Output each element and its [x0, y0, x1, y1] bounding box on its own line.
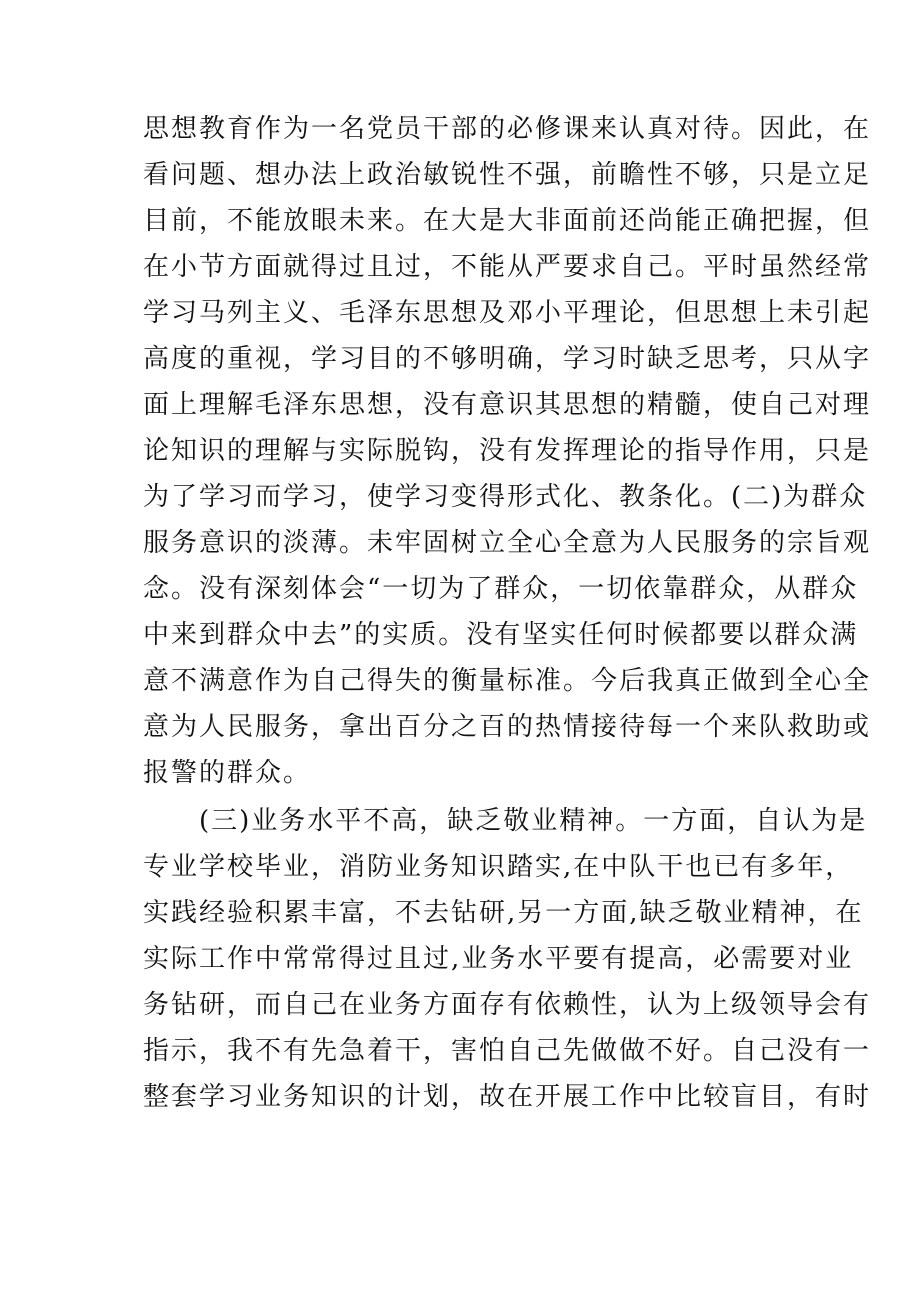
- text-line: 论知识的理解与实际脱钩，没有发挥理论的指导作用，只是: [143, 436, 872, 466]
- text-line: 务钻研，而自己在业务方面存有依赖性，认为上级领导会有: [143, 990, 872, 1020]
- text-line: 服务意识的淡薄。未牢固树立全心全意为人民服务的宗旨观: [143, 528, 872, 558]
- text-line: 高度的重视，学习目的不够明确，学习时缺乏思考，只从字: [143, 344, 872, 374]
- text-line: 实践经验积累丰富，不去钻研,另一方面,缺乏敬业精神，在: [143, 898, 864, 928]
- paragraph-1: [143, 106, 872, 796]
- text-line: 实际工作中常常得过且过,业务水平要有提高，必需要对业: [143, 944, 854, 974]
- text-line: 意不满意作为自己得失的衡量标准。今后我真正做到全心全: [143, 666, 872, 696]
- text-line: 思想教育作为一名党员干部的必修课来认真对待。因此，在: [143, 114, 872, 144]
- text-line: 念。没有深刻体会“一切为了群众，一切依靠群众，从群众: [143, 574, 859, 604]
- text-line: 为了学习而学习，使学习变得形式化、教条化。(二)为群众: [143, 482, 868, 512]
- text-line: 整套学习业务知识的计划，故在开展工作中比较盲目，有时: [143, 1082, 872, 1112]
- text-line: 专业学校毕业，消防业务知识踏实,在中队干也已有多年，: [143, 852, 854, 882]
- paragraph-2: [143, 798, 872, 1120]
- text-line: 在小节方面就得过且过，不能从严要求自己。平时虽然经常: [143, 252, 872, 282]
- text-line: 目前，不能放眼未来。在大是大非面前还尚能正确把握，但: [143, 206, 872, 236]
- text-line: 学习马列主义、毛泽东思想及邓小平理论，但思想上未引起: [143, 298, 872, 328]
- text-line: 看问题、想办法上政治敏锐性不强，前瞻性不够，只是立足: [143, 160, 872, 190]
- text-line: 面上理解毛泽东思想，没有意识其思想的精髓，使自己对理: [143, 390, 872, 420]
- text-line: 报警的群众。: [143, 758, 312, 788]
- text-line: 指示，我不有先急着干，害怕自己先做做不好。自己没有一: [143, 1036, 872, 1066]
- text-line: 中来到群众中去”的实质。没有坚实任何时候都要以群众满: [143, 620, 859, 650]
- text-line: 意为人民服务，拿出百分之百的热情接待每一个来队救助或: [143, 712, 872, 742]
- text-line: (三)业务水平不高，缺乏敬业精神。一方面，自认为是: [143, 806, 868, 836]
